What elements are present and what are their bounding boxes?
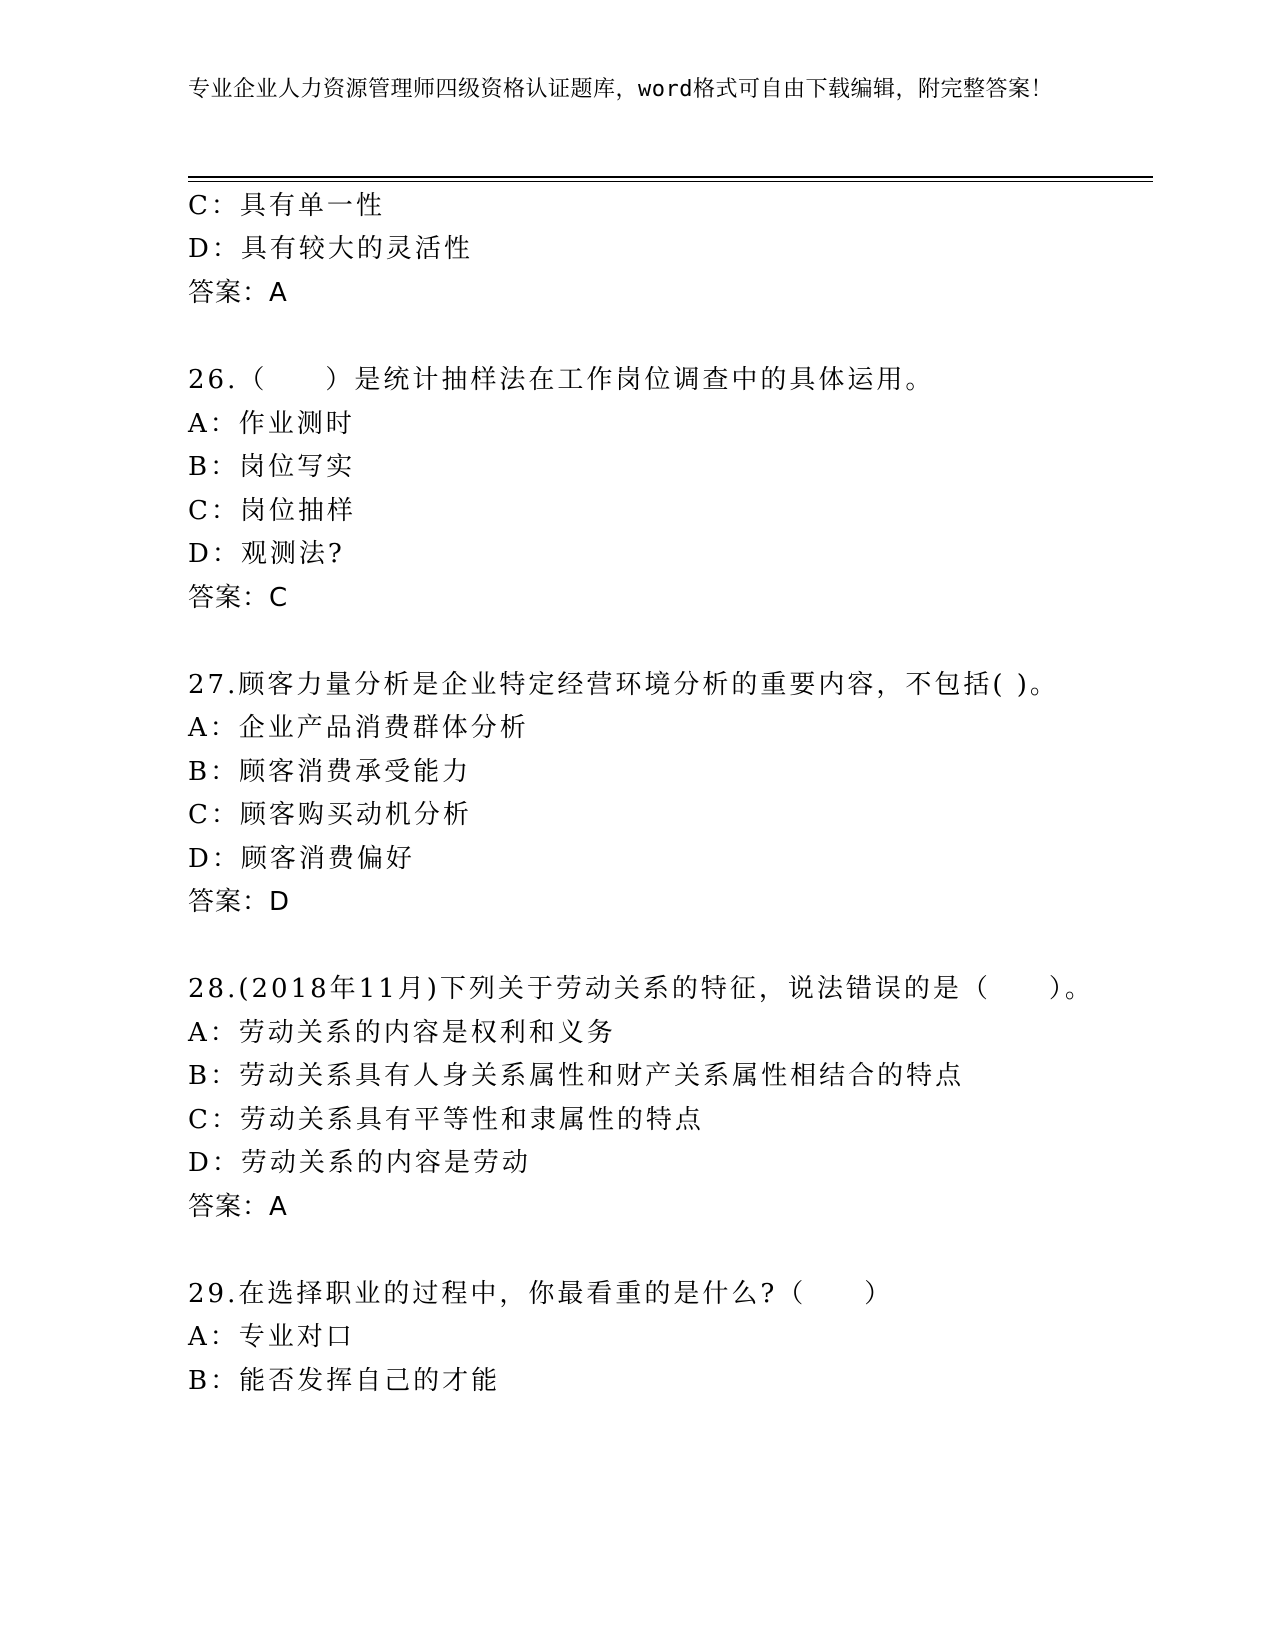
- option-line: D：劳动关系的内容是劳动: [188, 1148, 531, 1178]
- header-rule-thick: [188, 176, 1153, 178]
- option-line: B：顾客消费承受能力: [188, 757, 472, 787]
- option-line: C：岗位抽样: [188, 496, 356, 526]
- option-line: A：专业对口: [188, 1322, 355, 1352]
- option-line: B：岗位写实: [188, 452, 356, 482]
- question-line: 28.(2018年11月)下列关于劳动关系的特征，说法错误的是（ ）。: [188, 974, 1094, 1004]
- question-line: 29.在选择职业的过程中，你最看重的是什么?（ ）: [188, 1279, 894, 1309]
- option-line: C：顾客购买动机分析: [188, 800, 472, 830]
- document-header: 专业企业人力资源管理师四级资格认证题库，word格式可自由下载编辑，附完整答案！: [188, 77, 1053, 102]
- option-line: C：劳动关系具有平等性和隶属性的特点: [188, 1105, 704, 1135]
- answer-line: 答案：D: [188, 887, 291, 917]
- option-line: D：具有较大的灵活性: [188, 234, 473, 264]
- option-line: A：作业测时: [188, 409, 355, 439]
- question-line: 27.顾客力量分析是企业特定经营环境分析的重要内容，不包括( )。: [188, 670, 1059, 700]
- header-rule-thin: [188, 181, 1153, 182]
- option-line: B：能否发挥自己的才能: [188, 1366, 501, 1396]
- answer-line: 答案：C: [188, 583, 289, 613]
- answer-line: 答案：A: [188, 278, 288, 308]
- answer-line: 答案：A: [188, 1192, 288, 1222]
- option-line: A：企业产品消费群体分析: [188, 713, 529, 743]
- option-line: D：观测法?: [188, 539, 345, 569]
- option-line: B：劳动关系具有人身关系属性和财产关系属性相结合的特点: [188, 1061, 965, 1091]
- option-line: C：具有单一性: [188, 191, 385, 221]
- question-line: 26.（ ）是统计抽样法在工作岗位调查中的具体运用。: [188, 365, 935, 395]
- option-line: A：劳动关系的内容是权利和义务: [188, 1018, 616, 1048]
- option-line: D：顾客消费偏好: [188, 844, 415, 874]
